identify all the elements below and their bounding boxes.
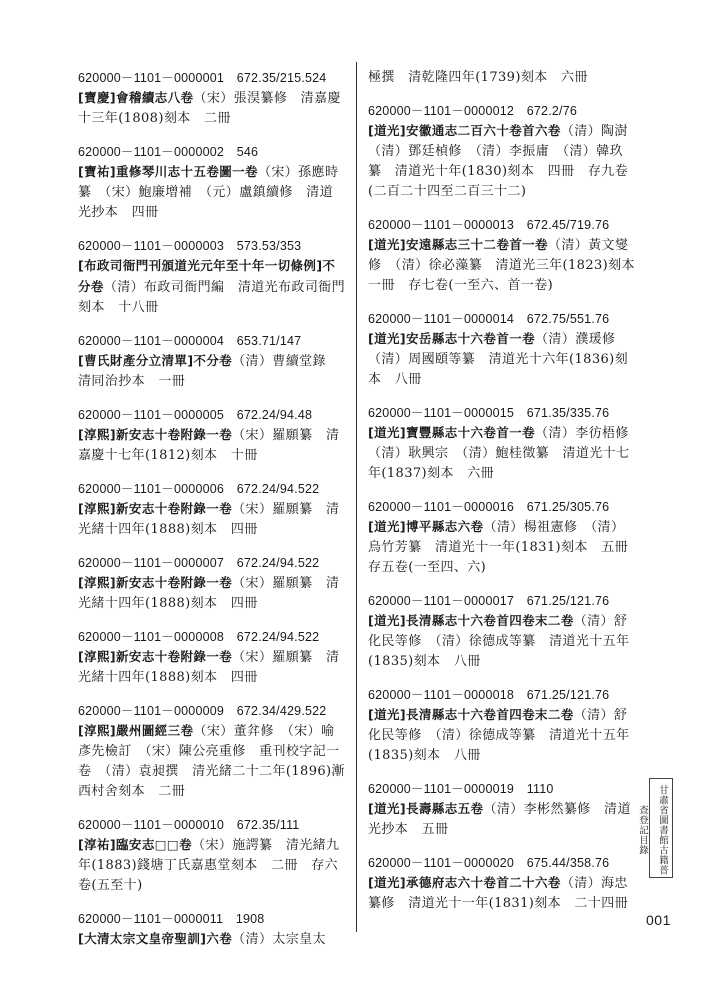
catalog-entry xyxy=(78,701,346,802)
entry-description: （清）濮瑗修 （清）周國頤等纂 清道光十六年(1836)刻本 八冊 xyxy=(368,332,629,387)
entry-body xyxy=(368,799,636,840)
catalog-entry xyxy=(368,403,643,484)
entry-description: （清）布政司衙門編 清道光布政司衙門刻本 十八冊 xyxy=(78,280,346,315)
entry-body xyxy=(78,351,346,392)
entry-code: 620000－1101－0000013 672.45/719.76 xyxy=(368,218,610,232)
entry-body xyxy=(368,517,642,578)
entry-code: 620000－1101－0000019 1110 xyxy=(368,782,554,796)
entry-body xyxy=(368,235,649,296)
entry-title: [大清太宗文皇帝聖訓]六卷 xyxy=(78,931,233,946)
catalog-entry xyxy=(78,236,346,318)
catalog-entry xyxy=(78,142,346,223)
entry-title: [道光]安徽通志二百六十卷首六卷 xyxy=(368,123,561,138)
entry-body xyxy=(78,721,346,802)
side-tab-label: 甘肅省圖書館古籍普查登記目錄 xyxy=(637,785,668,875)
catalog-entry xyxy=(78,553,346,614)
entry-description: （清）舒化民等修 （清）徐德成等纂 清道光十五年(1835)刻本 八冊 xyxy=(368,708,630,763)
entry-title: [淳熙]嚴州圖經三卷 xyxy=(78,723,194,738)
entry-description: （宋）張淏纂修 清嘉慶十三年(1808)刻本 二冊 xyxy=(78,91,341,126)
catalog-entry xyxy=(78,627,346,688)
entry-title: [道光]安岳縣志十六卷首一卷 xyxy=(368,331,536,346)
page-number: 001 xyxy=(646,912,671,928)
catalog-entry xyxy=(368,309,636,390)
entry-code: 620000－1101－0000012 672.2/76 xyxy=(368,104,578,118)
entry-body xyxy=(78,835,346,896)
entry-title: [寶慶]會稽續志八卷 xyxy=(78,90,194,105)
entry-body xyxy=(368,423,643,484)
entry-title: [淳熙]新安志十卷附錄一卷 xyxy=(78,649,233,664)
entry-body xyxy=(368,705,636,766)
entry-description: （宋）施諤纂 清光緒九年(1883)錢塘丁氏嘉惠堂刻本 二冊 存六卷(五至十) xyxy=(78,838,340,893)
entry-title: [道光]博平縣志六卷 xyxy=(368,519,484,534)
entry-description: （清）陶澍 （清）鄧廷楨修 （清）李振庸 （清）韓玖纂 清道光十年(1830)刻本 四冊 存九卷(二百二十四至二百三十二) xyxy=(368,124,642,199)
entry-description: （清）楊祖憲修 （清）烏竹芳纂 清道光十一年(1831)刻本 五冊 存五卷(一至四、六) xyxy=(368,520,642,575)
entry-body xyxy=(78,929,346,950)
section-side-tab xyxy=(637,778,673,878)
entry-title: [道光]長清縣志十六卷首四卷末二卷 xyxy=(368,707,574,722)
entry-title: [布政司衙門刊頒道光元年至十年一切條例]不分卷 xyxy=(78,258,336,294)
catalog-entry xyxy=(368,853,636,914)
entry-code: 620000－1101－0000007 672.24/94.522 xyxy=(78,556,320,570)
entry-code: 620000－1101－0000002 546 xyxy=(78,145,259,159)
entry-body xyxy=(78,647,346,688)
entry-title: [淳祐]臨安志□□卷 xyxy=(78,837,193,852)
entry-body xyxy=(78,499,346,540)
entry-title: [道光]安遠縣志三十二卷首一卷 xyxy=(368,237,548,252)
entry-title: [道光]寶豐縣志十六卷首一卷 xyxy=(368,425,536,440)
catalog-entry xyxy=(368,215,649,296)
entry-code: 620000－1101－0000003 573.53/353 xyxy=(78,239,302,253)
entry-description: （宋）羅願纂 清光緒十四年(1888)刻本 四冊 xyxy=(78,576,340,611)
entry-code: 620000－1101－0000005 672.24/94.48 xyxy=(78,408,313,422)
entry-code: 620000－1101－0000008 672.24/94.522 xyxy=(78,630,320,644)
entry-title: [淳熙]新安志十卷附錄一卷 xyxy=(78,501,233,516)
catalog-entry xyxy=(78,405,346,466)
catalog-entry xyxy=(78,68,346,129)
entry-body xyxy=(368,873,636,914)
entry-title: [道光]承德府志六十卷首二十六卷 xyxy=(368,875,561,890)
entry-code: 620000－1101－0000004 653.71/147 xyxy=(78,334,302,348)
entry-code: 620000－1101－0000016 671.25/305.76 xyxy=(368,500,610,514)
entry-description: （宋）董弅修 （宋）喻彥先檢訂 （宋）陳公亮重修 重刊校字記一卷 （清）袁昶撰 清光緒二十二年(1896)漸西村舍刻本 二冊 xyxy=(78,724,345,799)
entry-description: （清）太宗皇太 xyxy=(232,932,326,947)
entry-code: 620000－1101－0000020 675.44/358.76 xyxy=(368,856,610,870)
entry-description: （清）舒化民等修 （清）徐德成等纂 清道光十五年(1835)刻本 八冊 xyxy=(368,614,630,669)
catalog-entry xyxy=(78,815,346,896)
entry-code: 620000－1101－0000010 672.35/111 xyxy=(78,818,300,832)
entry-body xyxy=(368,121,642,202)
entry-title: [道光]長清縣志十六卷首四卷末二卷 xyxy=(368,613,574,628)
entry-description: （清）李彬然纂修 清道光抄本 五冊 xyxy=(368,802,631,837)
entry-body xyxy=(78,162,346,223)
entry-code: 620000－1101－0000014 672.75/551.76 xyxy=(368,312,610,326)
entry-description: （宋）羅願纂 清光緒十四年(1888)刻本 四冊 xyxy=(78,502,340,537)
entry-body xyxy=(78,88,346,129)
entry-title: [曹氏財產分立清單]不分卷 xyxy=(78,353,233,368)
right-column xyxy=(368,68,649,927)
column-divider xyxy=(356,62,357,932)
entry-description: （清）海忠纂修 清道光十一年(1831)刻本 二十四冊 xyxy=(368,876,629,911)
catalog-entry xyxy=(78,331,346,392)
catalog-entry xyxy=(368,591,636,672)
continuation-text: 極撰 清乾隆四年(1739)刻本 六冊 xyxy=(368,70,588,85)
entry-code: 620000－1101－0000011 1908 xyxy=(78,912,265,926)
catalog-entry xyxy=(368,497,642,578)
entry-description: （清）曹續堂錄 清同治抄本 一冊 xyxy=(78,354,340,389)
entry-title: [寶祐]重修琴川志十五卷圖一卷 xyxy=(78,164,258,179)
entry-description: （宋）羅願纂 清嘉慶十七年(1812)刻本 十冊 xyxy=(78,428,340,463)
entry-code: 620000－1101－0000017 671.25/121.76 xyxy=(368,594,610,608)
entry-body xyxy=(78,573,346,614)
entry-body xyxy=(368,611,636,672)
catalog-entry xyxy=(368,779,636,840)
entry-body xyxy=(78,256,346,318)
entry-title: [道光]長壽縣志五卷 xyxy=(368,801,484,816)
catalog-entry xyxy=(78,909,346,950)
entry-description: （宋）羅願纂 清光緒十四年(1888)刻本 四冊 xyxy=(78,650,340,685)
entry-code: 620000－1101－0000009 672.34/429.522 xyxy=(78,704,327,718)
entry-description: （清）李彷梧修 （清）耿興宗 （清）鮑桂徵纂 清道光十七年(1837)刻本 六冊 xyxy=(368,426,643,481)
entry-code: 620000－1101－0000006 672.24/94.522 xyxy=(78,482,320,496)
entry-description: （宋）孫應時纂 （宋）鮑廉增補 （元）盧鎮續修 清道光抄本 四冊 xyxy=(78,165,339,220)
entry-title: [淳熙]新安志十卷附錄一卷 xyxy=(78,575,233,590)
catalog-entry xyxy=(368,685,636,766)
left-column xyxy=(78,68,346,963)
catalog-entry xyxy=(368,101,642,202)
entry-body xyxy=(368,329,636,390)
entry-code: 620000－1101－0000018 671.25/121.76 xyxy=(368,688,610,702)
entry-code: 620000－1101－0000015 671.35/335.76 xyxy=(368,406,610,420)
entry-title: [淳熙]新安志十卷附錄一卷 xyxy=(78,427,233,442)
entry-code: 620000－1101－0000001 672.35/215.524 xyxy=(78,71,327,85)
catalog-entry xyxy=(78,479,346,540)
entry-description: （清）黃文燮修 （清）徐必藻纂 清道光三年(1823)刻本 一冊 存七卷(一至六、首一卷) xyxy=(368,238,649,293)
entry-body xyxy=(78,425,346,466)
